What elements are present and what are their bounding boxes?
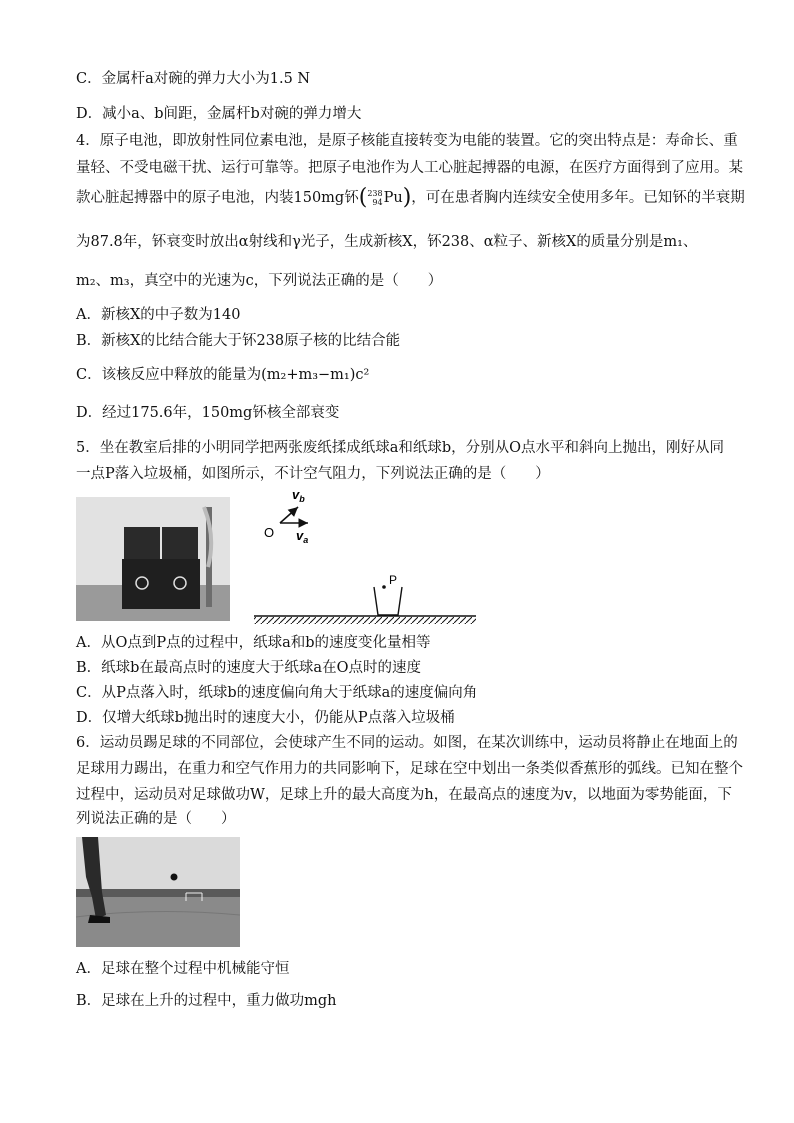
q6-stem-line-3: 过程中，运动员对足球做功W，足球上升的最大高度为h，在最高点的速度为v，以地面为零势能面，下 xyxy=(76,787,732,803)
isotope-mass-number: 238 xyxy=(367,189,383,198)
point-p xyxy=(382,585,386,589)
q4-option-b: B．新核X的比结合能大于钚238原子核的比结合能 xyxy=(76,333,401,349)
q3-option-c: C．金属杆a对碗的弹力大小为1.5 N xyxy=(76,71,311,87)
svg-text:va xyxy=(296,528,308,545)
q6-stem-line-2: 足球用力踢出，在重力和空气作用力的共同影响下，足球在空中划出一条类似香蕉形的弧线。已知在整个 xyxy=(76,761,743,777)
q6-stem-line-4: 列说法正确的是（ ） xyxy=(76,811,236,827)
q5-option-b: B．纸球b在最高点时的速度大于纸球a在O点时的速度 xyxy=(76,660,421,676)
q5-stem-line-1: 5．坐在教室后排的小明同学把两张废纸揉成纸球a和纸球b，分别从O点水平和斜向上抛出，刚好从同 xyxy=(76,440,725,456)
label-vb: v xyxy=(292,487,300,502)
q6-option-a: A．足球在整个过程中机械能守恒 xyxy=(76,961,290,977)
trash-bins-photo xyxy=(76,497,230,621)
velocity-b-arrow xyxy=(280,507,298,523)
q5-option-c: C．从P点落入时，纸球b的速度偏向角大于纸球a的速度偏向角 xyxy=(76,685,478,701)
q4-stem-line-3a: 款心脏起搏器中的原子电池，内装150mg钚 xyxy=(76,190,359,206)
q4-stem-line-2: 量轻、不受电磁干扰、运行可靠等。把原子电池作为人工心脏起搏器的电源，在医疗方面得到了应用。某 xyxy=(76,160,743,176)
q5-option-a: A．从O点到P点的过程中，纸球a和b的速度变化量相等 xyxy=(76,635,431,651)
q6-stem-line-1: 6．运动员踢足球的不同部位，会使球产生不同的运动。如图，在某次训练中，运动员将静止在地面上的 xyxy=(76,735,738,751)
svg-text:vb xyxy=(292,487,305,504)
label-p: P xyxy=(389,573,398,587)
ground-hatching xyxy=(254,617,476,624)
q3-option-d: D．减小a、b间距，金属杆b对碗的弹力增大 xyxy=(76,106,362,122)
football-kick-photo xyxy=(76,837,240,947)
q4-option-a: A．新核X的中子数为140 xyxy=(76,307,241,323)
q4-option-c: C．该核反应中释放的能量为(m₂+m₃−m₁)c² xyxy=(76,367,370,383)
label-va: v xyxy=(296,528,304,543)
label-va-sub: a xyxy=(303,535,309,545)
q4-stem-line-1: 4．原子电池，即放射性同位素电池，是原子核能直接转变为电能的装置。它的突出特点是：寿命长、重 xyxy=(76,133,738,149)
q4-stem-line-3: 款心脏起搏器中的原子电池，内装150mg钚(238 94Pu)，可在患者胸内连续安全使用多年。已知钚的半衰期 xyxy=(76,185,745,210)
isotope-atomic-number: 94 xyxy=(372,198,383,207)
label-o: O xyxy=(264,525,275,540)
q5-option-d: D．仅增大纸球b抛出时的速度大小，仍能从P点落入垃圾桶 xyxy=(76,710,455,726)
isotope-symbol: Pu xyxy=(383,190,403,206)
q5-stem-line-2: 一点P落入垃圾桶，如图所示，不计空气阻力，下列说法正确的是（ ） xyxy=(76,466,550,482)
q4-stem-line-5: m₂、m₃，真空中的光速为c，下列说法正确的是（ ） xyxy=(76,273,443,289)
q6-option-b: B．足球在上升的过程中，重力做功mgh xyxy=(76,993,337,1009)
q4-stem-line-3b: ，可在患者胸内连续安全使用多年。已知钚的半衰期 xyxy=(411,190,745,206)
q4-stem-line-4: 为87.8年，钚衰变时放出α射线和γ光子，生成新核X，钚238、α粒子、新核X的质量分别是m₁、 xyxy=(76,234,698,250)
q4-option-d: D．经过175.6年，150mg钚核全部衰变 xyxy=(76,405,340,421)
projectile-diagram xyxy=(250,485,482,630)
trash-bin-outline xyxy=(374,587,402,615)
label-vb-sub: b xyxy=(299,494,305,504)
